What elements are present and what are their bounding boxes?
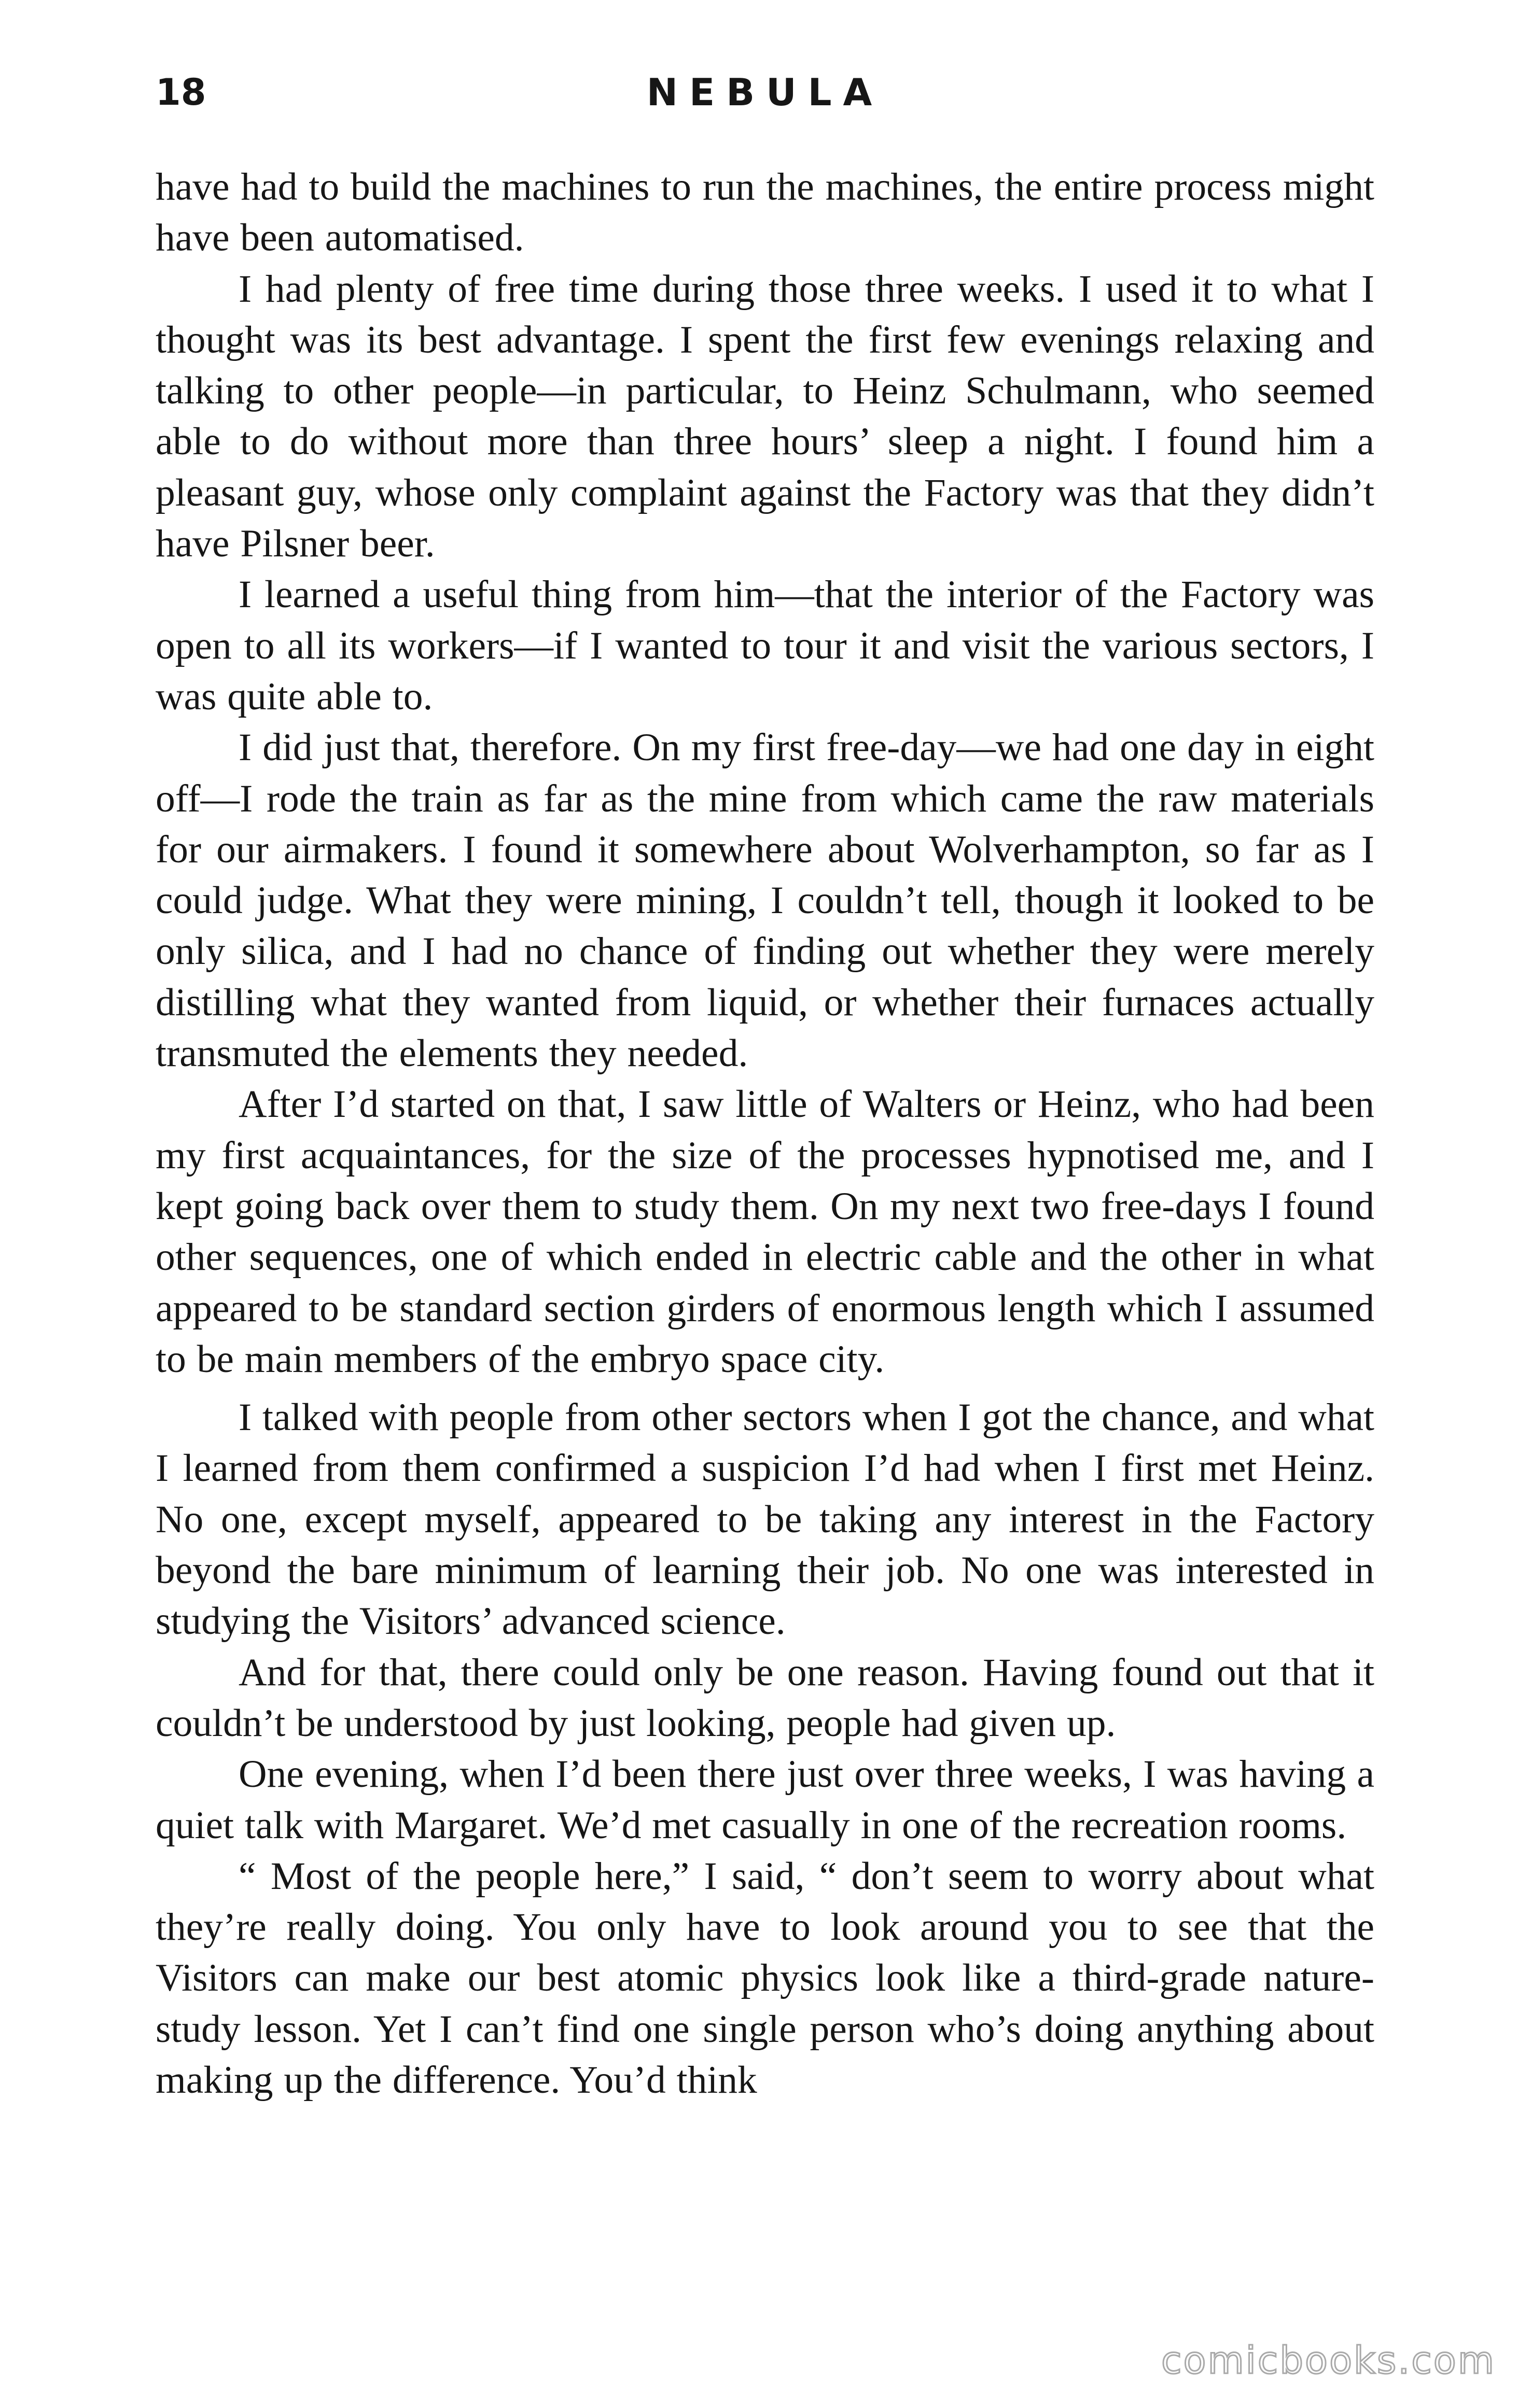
- page-header: [156, 62, 1374, 135]
- paragraph: I had plenty of free time during those three weeks. I used it to what I thought was its best advantage. I spent the first few evenings relaxing and talking to other people—in particular, to Heinz Schulmann, who seemed able to do without more than three hours’ sleep a night. I found him a pleasant guy, whose only complaint against the Factory was that they didn’t have Pilsner beer.: [156, 267, 1374, 566]
- paragraph: After I’d started on that, I saw little of Walters or Heinz, who had been my first acquaintances, for the size of the processes hypnotised me, and I kept going back over them to study them. On my next two free-days I found other sequences, one of which ended in electric cable and the other in what appeared to be standard section girders of enormous length which I assumed to be main members of the embryo space city.: [156, 1083, 1374, 1381]
- body-text: [156, 162, 1374, 2106]
- paragraph: I did just that, therefore. On my first free-day—we had one day in eight off—I rode the train as far as the mine from which came the raw materials for our airmakers. I found it somewhere about Wolverhampton, so far as I could judge. What they were mining, I couldn’t tell, though it looked to be only silica, and I had no chance of finding out whether they were merely distilling what they wanted from liquid, or whether their furnaces actually transmuted the elements they needed.: [156, 726, 1374, 1075]
- paragraph: have had to build the machines to run the machines, the entire process might have been automatised.: [156, 165, 1374, 260]
- paragraph: And for that, there could only be one reason. Having found out that it couldn’t be understood by just looking, people had given up.: [156, 1650, 1374, 1745]
- paragraph: One evening, when I’d been there just over three weeks, I was having a quiet talk with Margaret. We’d met casually in one of the recreation rooms.: [156, 1753, 1374, 1847]
- page-number: 18: [156, 71, 206, 114]
- paragraph: I talked with people from other sectors when I got the chance, and what I learned from them confirmed a suspicion I’d had when I first met Heinz. No one, except myself, appeared to be taking any interest in the Factory beyond the bare minimum of learning their job. No one was interested in studying the Visitors’ advanced science.: [156, 1396, 1374, 1643]
- watermark: comicbooks.com: [1161, 2339, 1496, 2382]
- paragraph: I learned a useful thing from him—that the interior of the Factory was open to all its workers—if I wanted to tour it and visit the various sectors, I was quite able to.: [156, 573, 1374, 718]
- paragraph: “ Most of the people here,” I said, “ don’t seem to worry about what they’re really doing. You only have to look around you to see that the Visitors can make our best atomic physics look like a third-grade nature-study lesson. Yet I can’t find one single person who’s doing anything about making up the difference. You’d think: [156, 1854, 1374, 2102]
- running-head: NEBULA: [646, 71, 884, 114]
